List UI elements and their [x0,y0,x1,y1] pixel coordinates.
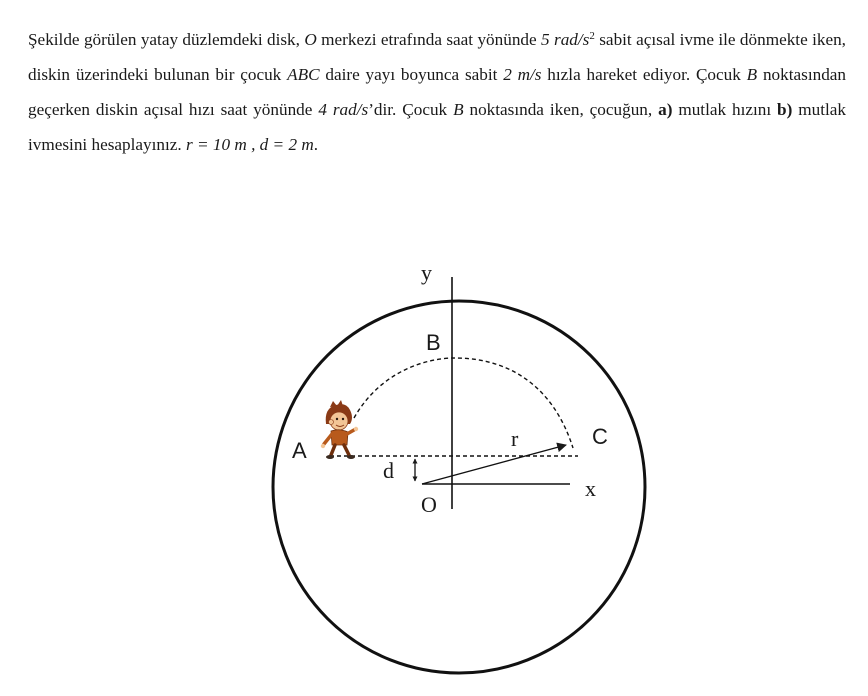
problem-text: Şekilde görülen yatay düzlemdeki disk, [28,30,305,49]
arc-name: ABC [287,65,320,84]
problem-text: ’dir. Çocuk [368,100,454,119]
part-b-label: b) [777,100,793,119]
problem-text: sabit açısal ivme ile dönmekte iken, diskin üzerindeki bulunan bir çocuk [28,30,846,84]
child-icon [321,400,358,459]
child-speed: 2 m/s [503,65,542,84]
problem-text: merkezi etrafında saat yönünde [316,30,542,49]
point-b-ref: B [746,65,758,84]
point-a-label: A [292,438,307,463]
y-axis-label: y [421,260,432,285]
problem-text: noktasından geçerken diskin açısal hızı saat yönünde [28,65,847,119]
point-b-label: B [426,330,441,355]
problem-text: . [313,135,319,154]
var-o: O [304,30,317,49]
part-a-label: a) [658,100,673,119]
offset-label: d [383,458,394,483]
problem-text: hızla hareket ediyor. Çocuk [541,65,747,84]
x-axis-label: x [585,476,596,501]
problem-text: daire yayı boyunca sabit [319,65,504,84]
given-values: r = 10 m , d = 2 m [186,135,314,154]
arc-abc [354,358,573,448]
problem-text: mutlak ivmesini hesaplayınız. [28,100,846,154]
problem-text: mutlak hızını [672,100,778,119]
point-b-ref: B [453,100,464,119]
radius-arrow [422,445,566,484]
superscript-2: 2 [589,30,595,42]
radius-label: r [511,426,519,451]
angular-acceleration: 5 rad/s [541,30,590,49]
point-c-label: C [592,424,608,449]
origin-label: O [421,492,437,517]
problem-text: noktasında iken, çocuğun, [463,100,659,119]
angular-velocity: 4 rad/s [318,100,369,119]
